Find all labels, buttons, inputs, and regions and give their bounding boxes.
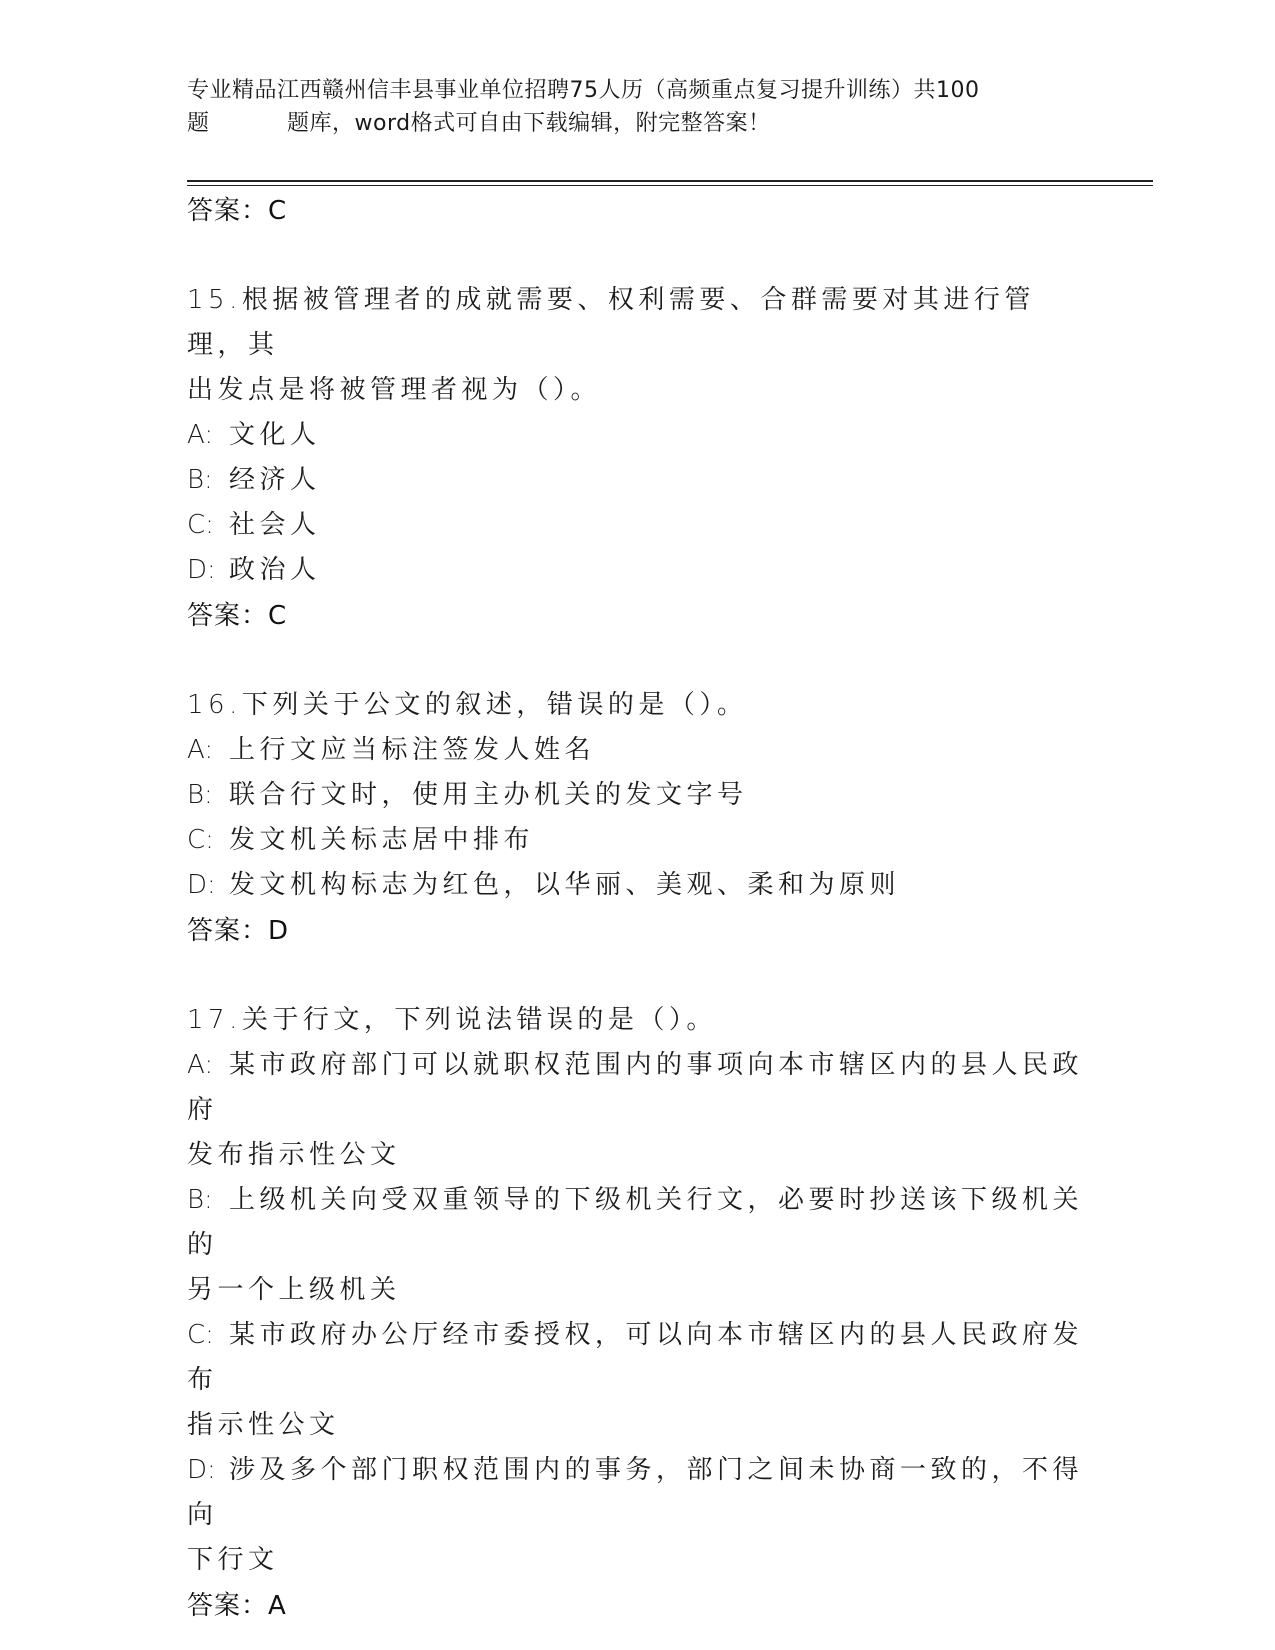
option-letter: B: [187, 780, 213, 810]
question-stem: 17.关于行文，下列说法错误的是（）。 [187, 1005, 717, 1035]
option-a [187, 728, 1087, 773]
option-a [187, 1043, 1087, 1133]
question-stem: 16.下列关于公文的叙述，错误的是（）。 [187, 690, 748, 720]
option-d [187, 548, 1087, 593]
option-a-continued: 发布指示性公文 [187, 1140, 401, 1170]
option-letter: C: [187, 825, 214, 855]
option-letter: C: [187, 1320, 214, 1350]
header-divider-thick [187, 180, 1153, 182]
question-16 [187, 683, 1087, 954]
answer-value: C [268, 196, 288, 226]
option-letter: C: [187, 510, 214, 540]
answer-label: 答案： [187, 196, 269, 226]
option-letter: D: [187, 870, 216, 900]
option-d [187, 863, 1087, 908]
option-text: 文化人 [229, 420, 321, 450]
option-letter: B: [187, 465, 213, 495]
option-letter: B: [187, 1185, 213, 1215]
option-c [187, 503, 1087, 548]
option-text: 经济人 [229, 465, 321, 495]
option-letter: A: [187, 735, 214, 765]
option-text: 某市政府办公厅经市委授权，可以向本市辖区内的县人民政府发布 [187, 1320, 1084, 1395]
option-d [187, 1448, 1087, 1538]
question-15 [187, 278, 1087, 639]
option-d-continued: 下行文 [187, 1545, 279, 1575]
header-line-2-prefix: 题 [187, 111, 210, 136]
question-stem: 15.根据被管理者的成就需要、权利需要、合群需要对其进行管理，其 [187, 285, 1035, 360]
option-text: 社会人 [229, 510, 321, 540]
option-text: 上行文应当标注签发人姓名 [229, 735, 596, 765]
option-b-continued: 另一个上级机关 [187, 1275, 401, 1305]
option-text: 某市政府部门可以就职权范围内的事项向本市辖区内的县人民政府 [187, 1050, 1084, 1125]
answer-label: 答案： [187, 916, 269, 946]
question-stem-continued: 出发点是将被管理者视为（）。 [187, 375, 602, 405]
option-text: 涉及多个部门职权范围内的事务，部门之间未协商一致的，不得向 [187, 1455, 1084, 1530]
header-line-1: 专业精品江西赣州信丰县事业单位招聘75人历（高频重点复习提升训练）共100 [187, 78, 980, 103]
answer-value: D [268, 916, 290, 946]
option-text: 发文机构标志为红色，以华丽、美观、柔和为原则 [229, 870, 901, 900]
option-letter: D: [187, 555, 216, 585]
option-c-continued: 指示性公文 [187, 1410, 340, 1440]
question-17 [187, 998, 1087, 1629]
answer-q14 [187, 188, 1087, 234]
option-b [187, 1178, 1087, 1268]
answer-q17 [187, 1583, 1087, 1629]
option-b [187, 458, 1087, 503]
option-text: 上级机关向受双重领导的下级机关行文，必要时抄送该下级机关的 [187, 1185, 1084, 1260]
option-a [187, 413, 1087, 458]
header-line-2-text: 题库，word格式可自由下载编辑，附完整答案！ [287, 111, 771, 136]
document-body [187, 188, 1087, 1629]
option-c [187, 1313, 1087, 1403]
page-header [187, 74, 1077, 140]
answer-label: 答案： [187, 1591, 269, 1621]
answer-q16 [187, 908, 1087, 954]
answer-q15 [187, 593, 1087, 639]
option-letter: D: [187, 1455, 216, 1485]
option-c [187, 818, 1087, 863]
option-letter: A: [187, 1050, 214, 1080]
header-line-2 [187, 107, 1077, 140]
answer-label: 答案： [187, 601, 269, 631]
option-letter: A: [187, 420, 214, 450]
header-divider-thin [187, 185, 1153, 186]
option-text: 政治人 [229, 555, 321, 585]
answer-value: A [268, 1591, 287, 1621]
option-text: 发文机关标志居中排布 [229, 825, 535, 855]
option-text: 联合行文时，使用主办机关的发文字号 [229, 780, 748, 810]
option-b [187, 773, 1087, 818]
answer-value: C [268, 601, 288, 631]
